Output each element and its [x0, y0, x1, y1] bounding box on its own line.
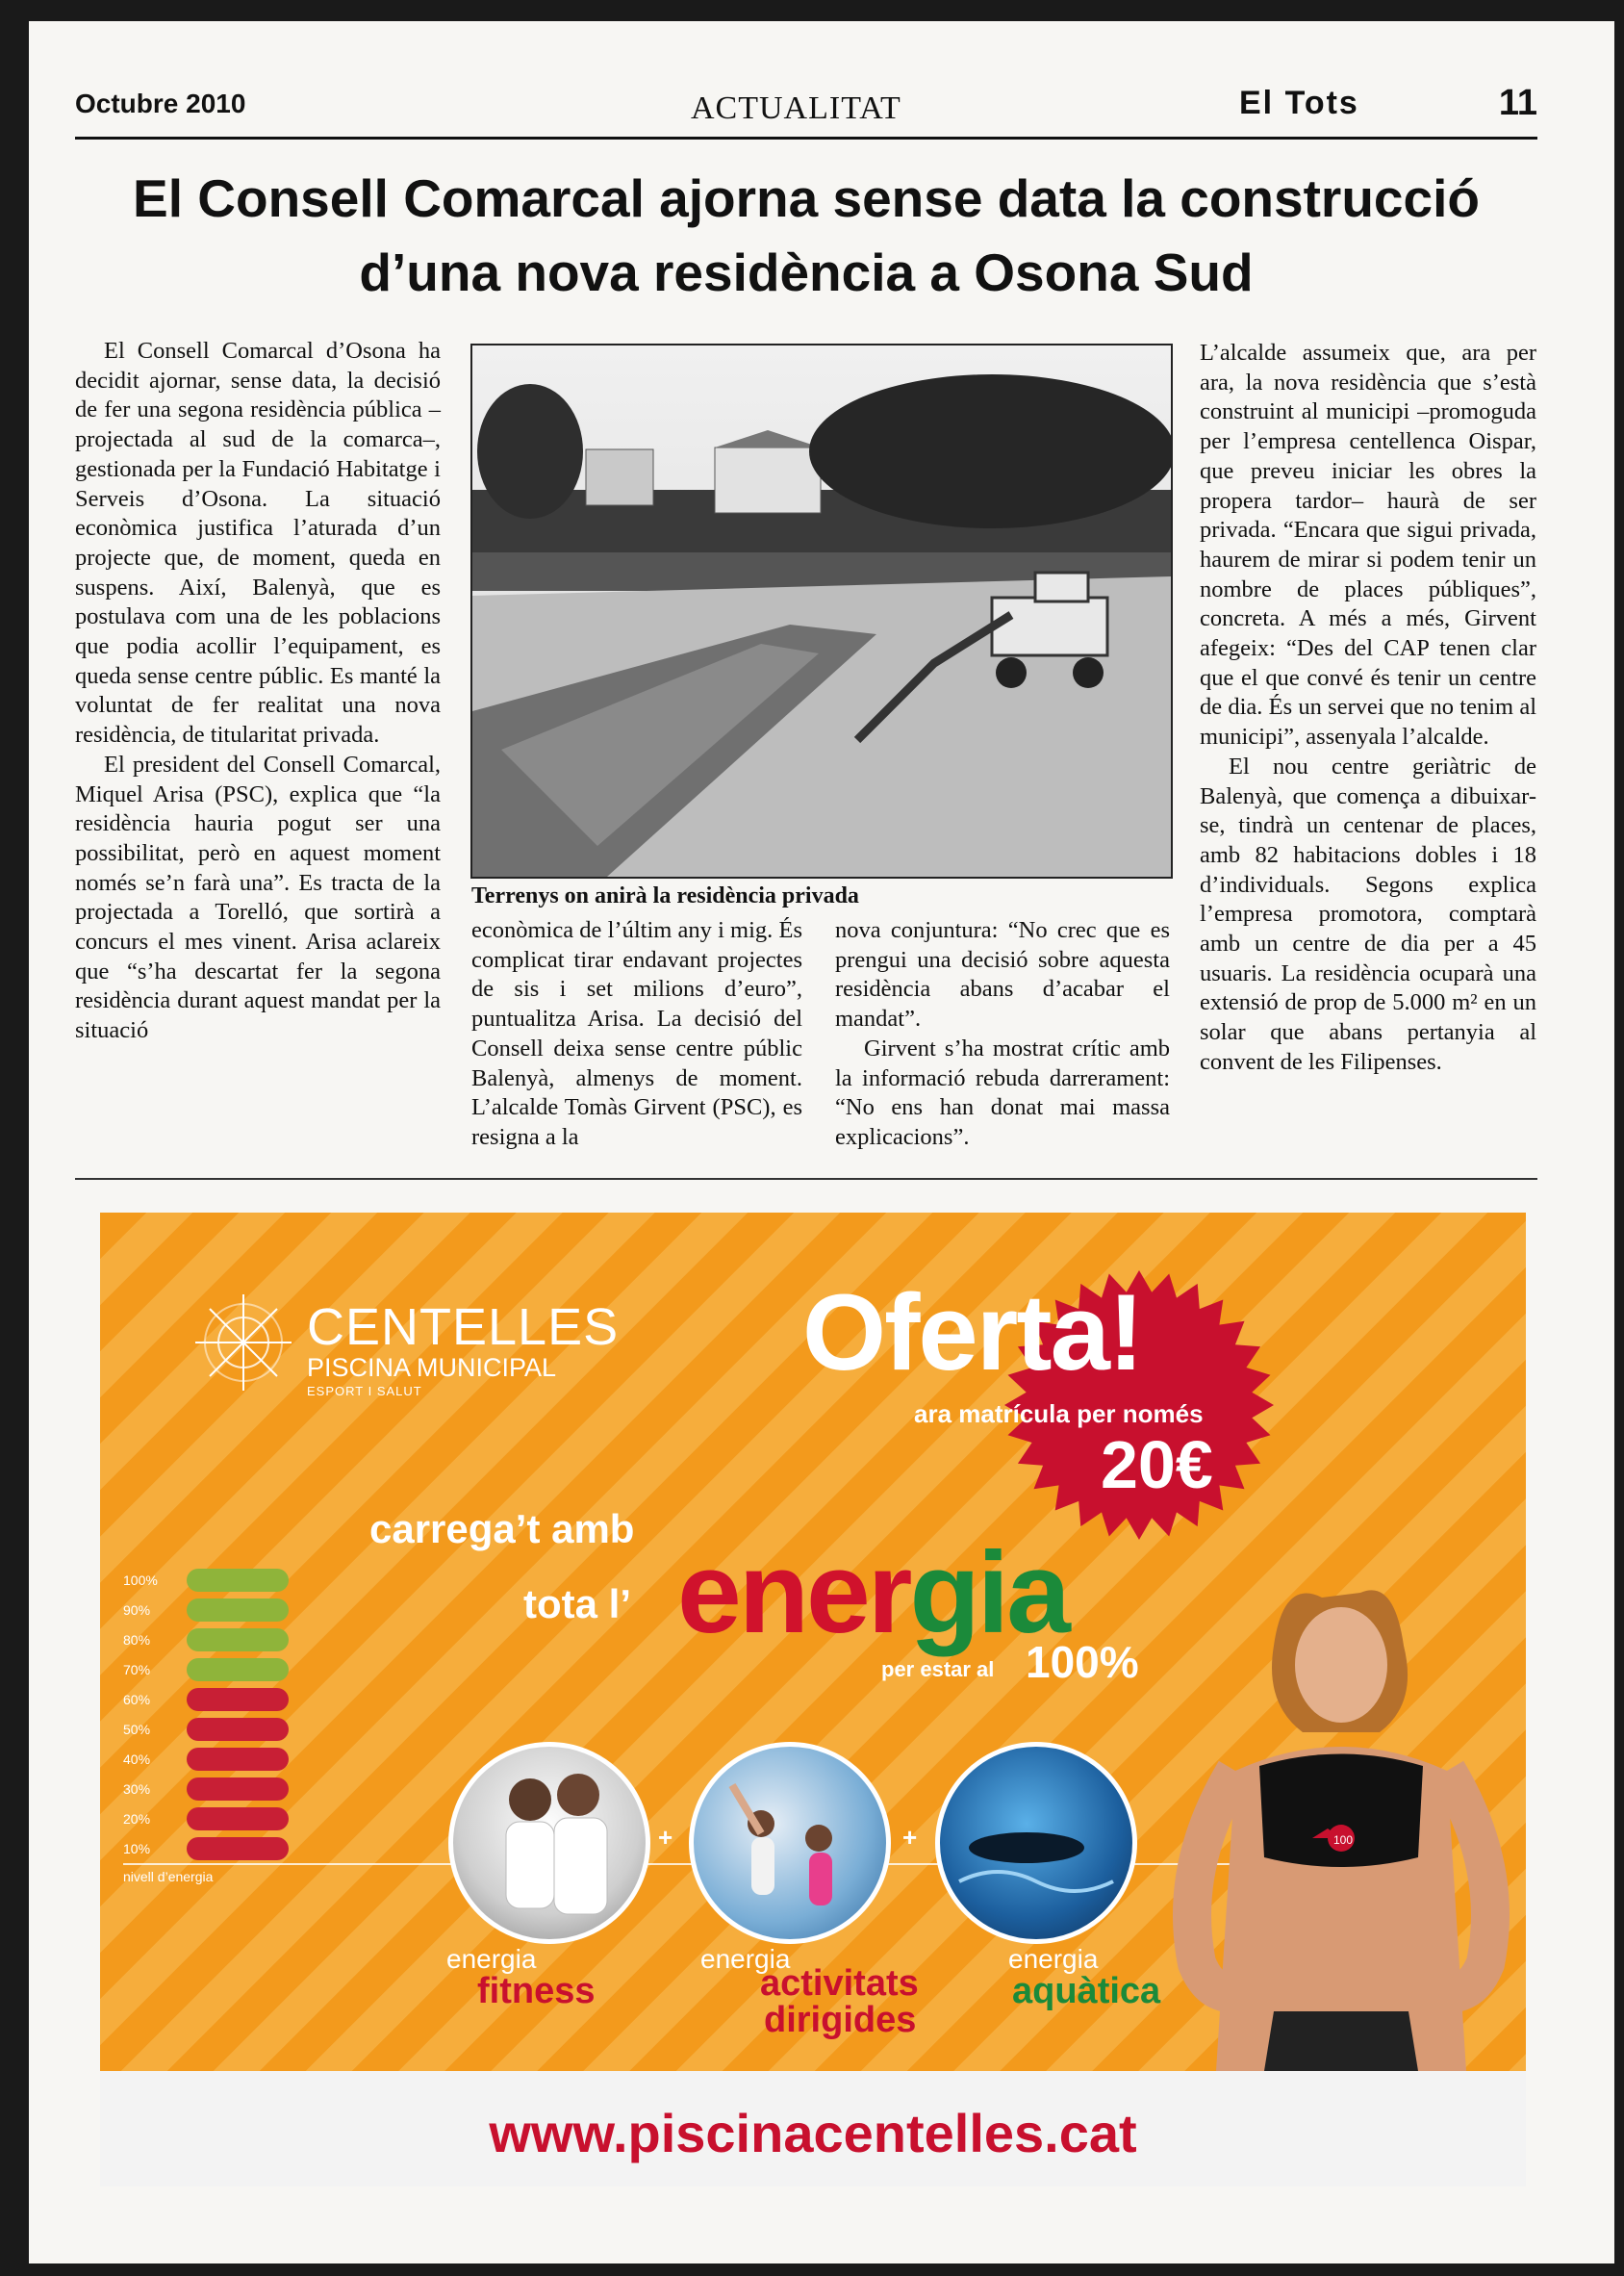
article-column-3 [835, 916, 1170, 1153]
slogan-line-2: tota l’ [523, 1581, 631, 1626]
energy-meter-row [123, 1837, 354, 1862]
section-title: ACTUALITAT [691, 90, 901, 126]
energy-meter-label: nivell d’energia [123, 1869, 214, 1884]
page-header [75, 64, 1537, 140]
item-activities-2: dirigides [764, 2000, 917, 2040]
photo-caption: Terrenys on anirà la residència privada [471, 883, 859, 908]
energy-level-bar [187, 1837, 289, 1860]
paragraph: L’alcalde assumeix que, ara per ara, la nova residència que s’està construint al municipi –promoguda per l’empresa centellenca Oispar, que preveu iniciar les obres la propera tardor– haurà de ser privada. “Encara que sigui privada, haurem de mirar si podem tenir un nombre de places públiques”, concreta. A més a més, Girvent afegeix: “Des del CAP tenen clar que el que convé és tenir un centre de dia. És un servei que no tenim al municipi”, assenyala l’alcalde. [1200, 340, 1536, 751]
item-small-label: energia [700, 1944, 791, 1974]
paragraph: econòmica de l’últim any i mig. És complicat tirar endavant projectes de sis i set milions d’euro”, puntualitza Arisa. La decisió del Consell deixa sense centre públic Balenyà, almenys de moment. L’alcalde Tomàs Girvent (PSC), es resigna a la [471, 917, 802, 1150]
slogan-energy [677, 1526, 1068, 1659]
offer-price: 20€ [1101, 1427, 1213, 1502]
paragraph: El president del Consell Comarcal, Miquel Arisa (PSC), explica que “la residència hauria pogut ser una possibilitat, però en aquest moment només se’n farà una”. Es tracta de la projectada a Torelló, que sortirà a concurs el mes vinent. Arisa aclareix que “s’ha descartat fer la segona residència durant aquest mandat per la situació [75, 751, 441, 1044]
item-small-label: energia [446, 1944, 537, 1974]
item-activities: activitats [760, 1963, 919, 2004]
energy-meter-row [123, 1748, 354, 1773]
advertisement-footer [100, 2071, 1526, 2186]
energy-level-bar [187, 1718, 289, 1741]
plus-icon: + [902, 1823, 918, 1852]
energy-level-label: 10% [123, 1841, 151, 1856]
item-small-label: energia [1008, 1944, 1099, 1974]
paragraph: Girvent s’ha mostrat crític amb la informació rebuda darrerament: “No ens han donat mai massa explicacions”. [835, 1035, 1170, 1150]
article-column-4 [1200, 339, 1536, 1078]
paragraph: El nou centre geriàtric de Balenyà, que comença a dibuixar-se, tindrà un centenar de places, amb 82 habitacions dobles i 18 d’individuals. Segons explica l’empresa promotora, comptarà amb un centre de dia per a 45 usuaris. La residència ocuparà una extensió de prop de 5.000 m² en un solar que abans pertanyia al convent de les Filipenses. [1200, 753, 1536, 1075]
athlete-woman-image [1158, 1559, 1524, 2071]
fitness-people-image [453, 1747, 646, 1939]
offer-title: Oferta! [802, 1272, 1143, 1393]
energy-meter-row [123, 1569, 354, 1594]
energy-level-bar [187, 1598, 289, 1622]
construction-site-photo [472, 345, 1171, 877]
energy-meter-row [123, 1807, 354, 1832]
energy-level-label: 80% [123, 1632, 151, 1648]
sunburst-logo-icon [190, 1290, 296, 1395]
issue-date: Octubre 2010 [75, 89, 246, 118]
article-headline: El Consell Comarcal ajorna sense data la construcció d’una nova residència a Osona Sud [133, 168, 1480, 302]
energy-level-label: 90% [123, 1602, 151, 1618]
brand-name: CENTELLES [307, 1298, 620, 1356]
energy-level-bar [187, 1569, 289, 1592]
energy-level-bar [187, 1807, 289, 1830]
advertisement [100, 1213, 1526, 2071]
energy-meter-row [123, 1628, 354, 1653]
article-column-1 [75, 337, 441, 1046]
slogan-energy-part: gia [909, 1528, 1068, 1657]
item-fitness: fitness [477, 1971, 596, 2011]
slogan-percent: 100% [1026, 1637, 1139, 1687]
energy-level-label: 100% [123, 1573, 158, 1588]
newspaper-name: El Tots [1239, 85, 1359, 121]
slogan-energy-part: ener [677, 1528, 910, 1657]
energy-level-label: 70% [123, 1662, 151, 1677]
energy-level-bar [187, 1777, 289, 1801]
energy-level-label: 40% [123, 1752, 151, 1767]
energy-meter-row [123, 1658, 354, 1683]
energy-level-label: 60% [123, 1692, 151, 1707]
website-link[interactable]: www.piscinacentelles.cat [489, 2103, 1137, 2163]
energy-meter-row [123, 1718, 354, 1743]
plus-icon: + [658, 1823, 673, 1852]
paragraph: El Consell Comarcal d’Osona ha decidit ajornar, sense data, la decisió de fer una segona residència pública –projectada al sud de la comarca–, gestionada per la Fundació Habitatge i Serveis d’Osona. La situació econòmica justifica l’aturada d’un projecte que, de moment, queda en suspens. Així, Balenyà, que es postulava com una de les poblacions que podia acollir l’equipament, es queda sense centre públic. Es manté la voluntat de fer realitat una nova residència, de titularitat privada. [75, 338, 441, 749]
offer-text: ara matrícula per només [914, 1399, 1204, 1428]
article-photo [470, 344, 1173, 879]
energy-meter-row [123, 1777, 354, 1803]
section-divider [75, 1178, 1537, 1180]
brand-subtitle: PISCINA MUNICIPAL [307, 1353, 557, 1382]
energy-level-label: 30% [123, 1781, 151, 1797]
paragraph: nova conjuntura: “No crec que es prengui una decisió sobre aquesta residència abans d’acabar el mandat”. [835, 917, 1170, 1033]
slogan-line-3: per estar al [881, 1657, 995, 1681]
energy-level-bar [187, 1688, 289, 1711]
energy-level-label: 50% [123, 1722, 151, 1737]
swimmer-image [940, 1747, 1132, 1939]
item-aquatic: aquàtica [1012, 1971, 1161, 2011]
slogan-line-1: carrega’t amb [369, 1506, 635, 1551]
energy-meter-row [123, 1598, 354, 1624]
meter-end-value: 100 [1333, 1833, 1354, 1847]
aerobics-class-image [694, 1747, 886, 1939]
energy-level-bar [187, 1628, 289, 1651]
fitness-photo [448, 1742, 650, 1944]
activities-photo [689, 1742, 891, 1944]
brand-tagline: ESPORT I SALUT [307, 1384, 422, 1398]
energy-meter-row [123, 1688, 354, 1713]
energy-level-label: 20% [123, 1811, 151, 1827]
aquatic-photo [935, 1742, 1137, 1944]
energy-meter [123, 1569, 354, 1886]
energy-level-bar [187, 1658, 289, 1681]
page-number: 11 [1498, 83, 1537, 123]
article-column-2 [471, 916, 802, 1153]
energy-level-bar [187, 1748, 289, 1771]
